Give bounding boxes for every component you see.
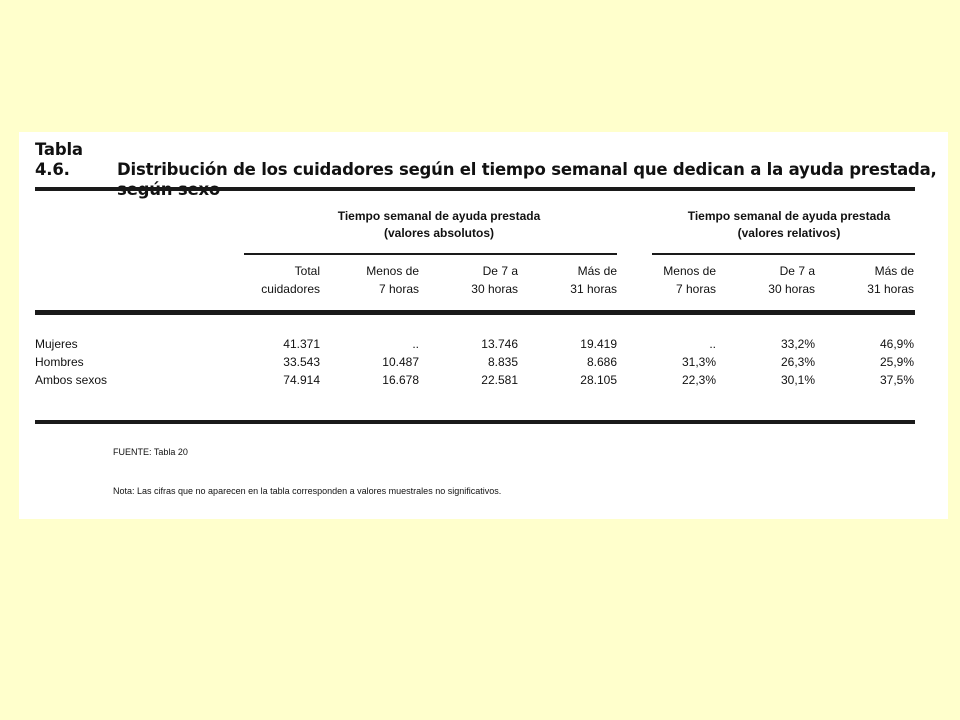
group-header-absolutos-line2: (valores absolutos) bbox=[383, 226, 495, 240]
row-label: Mujeres bbox=[35, 337, 78, 351]
table-cell: .. bbox=[412, 337, 419, 351]
group-header-relativos-line1: Tiempo semanal de ayuda prestada bbox=[687, 209, 891, 223]
table-cell: 46,9% bbox=[879, 337, 914, 351]
footnote: Nota: Las cifras que no aparecen en la tabla corresponden a valores muestrales no significativos. bbox=[113, 486, 502, 496]
group-rule-absolutos bbox=[244, 253, 617, 255]
group-header-absolutos-line1: Tiempo semanal de ayuda prestada bbox=[337, 209, 541, 223]
column-header-line1: Menos de bbox=[366, 264, 419, 278]
column-header-line1: Menos de bbox=[663, 264, 716, 278]
column-header-line2: 7 horas bbox=[378, 282, 419, 296]
table-cell: 33,2% bbox=[780, 337, 815, 351]
bottom-rule bbox=[35, 420, 915, 424]
table-cell: 30,1% bbox=[780, 373, 815, 387]
group-header-relativos bbox=[659, 208, 919, 242]
table-cell: 22.581 bbox=[481, 373, 518, 387]
table-cell: 10.487 bbox=[382, 355, 419, 369]
table-cell: 74.914 bbox=[283, 373, 320, 387]
row-label: Hombres bbox=[35, 355, 84, 369]
column-header-line1: Más de bbox=[577, 264, 617, 278]
table-cell: 26,3% bbox=[780, 355, 815, 369]
column-header-line2: 31 horas bbox=[570, 282, 617, 296]
title-line-1: Distribución de los cuidadores según el tiempo semanal que dedican a la ayuda prestada, bbox=[117, 160, 937, 179]
column-header-line1: De 7 a bbox=[482, 264, 518, 278]
table-cell: 37,5% bbox=[879, 373, 914, 387]
row-label: Ambos sexos bbox=[35, 373, 108, 387]
table-cell: 25,9% bbox=[879, 355, 914, 369]
table-number: Tabla 4.6. bbox=[35, 140, 83, 179]
column-header-line2: 31 horas bbox=[867, 282, 914, 296]
table-cell: 13.746 bbox=[481, 337, 518, 351]
column-header-line2: 30 horas bbox=[471, 282, 518, 296]
header-rule bbox=[35, 310, 915, 315]
group-header-absolutos bbox=[274, 208, 604, 242]
table-cell: 22,3% bbox=[681, 373, 716, 387]
table-cell: 8.686 bbox=[586, 355, 617, 369]
column-header-line1: Total bbox=[294, 264, 320, 278]
column-header bbox=[794, 262, 914, 298]
table-cell: 19.419 bbox=[580, 337, 617, 351]
top-rule bbox=[35, 187, 915, 191]
table-cell: 41.371 bbox=[283, 337, 320, 351]
table-cell: 28.105 bbox=[580, 373, 617, 387]
column-header-line2: 30 horas bbox=[768, 282, 815, 296]
table-panel bbox=[19, 132, 948, 519]
group-header-relativos-line2: (valores relativos) bbox=[737, 226, 841, 240]
table-cell: 8.835 bbox=[487, 355, 518, 369]
group-rule-relativos bbox=[652, 253, 915, 255]
table-title bbox=[35, 140, 937, 200]
column-header-line1: Más de bbox=[874, 264, 914, 278]
table-cell: .. bbox=[709, 337, 716, 351]
source-note: FUENTE: Tabla 20 bbox=[113, 447, 188, 457]
table-cell: 16.678 bbox=[382, 373, 419, 387]
table-cell: 33.543 bbox=[283, 355, 320, 369]
column-header-line1: De 7 a bbox=[779, 264, 815, 278]
table-cell: 31,3% bbox=[681, 355, 716, 369]
column-header-line2: cuidadores bbox=[261, 282, 320, 296]
column-header-line2: 7 horas bbox=[675, 282, 716, 296]
